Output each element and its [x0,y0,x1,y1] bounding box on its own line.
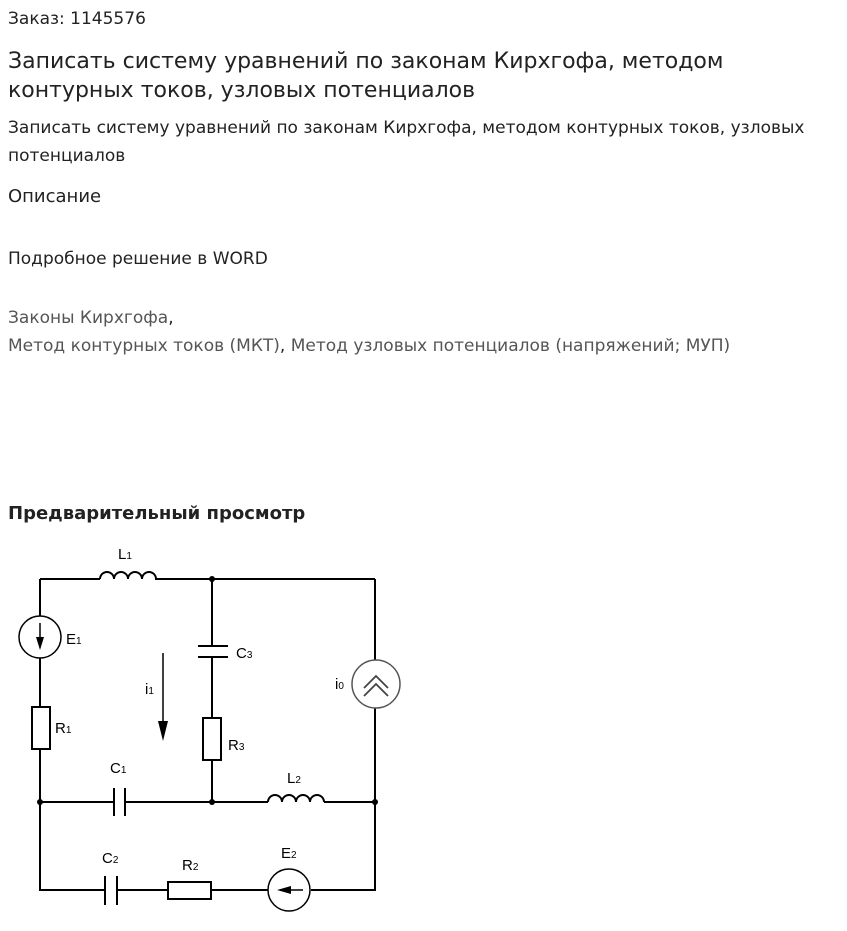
voltage-source-e1 [19,616,61,658]
label-l1: L1 [118,546,132,563]
current-source-i0 [352,660,400,708]
label-i1: i1 [145,681,154,698]
label-e2: E2 [281,845,297,862]
tag-list [8,304,843,360]
label-l2: L2 [287,770,301,787]
label-c3: C3 [236,645,253,662]
inductor-l2 [268,795,324,802]
resistor-r3 [203,718,221,760]
junction-dot [209,576,215,582]
label-e1: E1 [66,631,82,648]
label-i0: i0 [335,676,344,693]
junction-dot [37,799,43,805]
voltage-source-e2 [268,869,310,911]
tag-mesh-current-link[interactable]: Метод контурных токов (МКТ) [8,336,280,356]
inductor-l1 [100,572,156,579]
page-subtitle: Записать систему уравнений по законам Кирхгофа, методом контурных токов, узловых потенциалов [8,118,805,166]
label-c1: C1 [110,760,127,777]
tag-separator: , [168,308,174,328]
resistor-r1 [32,707,50,749]
order-number: Заказ: 1145576 [8,9,146,29]
junction-dot [372,799,378,805]
circuit-diagram [0,540,420,920]
label-r3: R3 [228,737,245,754]
label-r1: R1 [55,720,72,737]
description-heading: Описание [8,186,102,207]
junction-dot [209,799,215,805]
tag-kirchhoff-link[interactable]: Законы Кирхгофа [8,308,169,328]
preview-heading: Предварительный просмотр [8,503,306,524]
label-c2: C2 [102,850,119,867]
loop-current-arrow [158,653,168,741]
detail-text: Подробное решение в WORD [8,249,268,269]
tag-nodal-potential-link[interactable]: Метод узловых потенциалов (напряжений; МУП) [290,336,731,356]
tag-separator: , [279,336,286,356]
resistor-r2 [168,882,211,899]
wire [311,579,375,890]
page-title: Записать систему уравнений по законам Кирхгофа, методом контурных токов, узловых потенциалов [8,49,724,103]
label-r2: R2 [182,857,199,874]
